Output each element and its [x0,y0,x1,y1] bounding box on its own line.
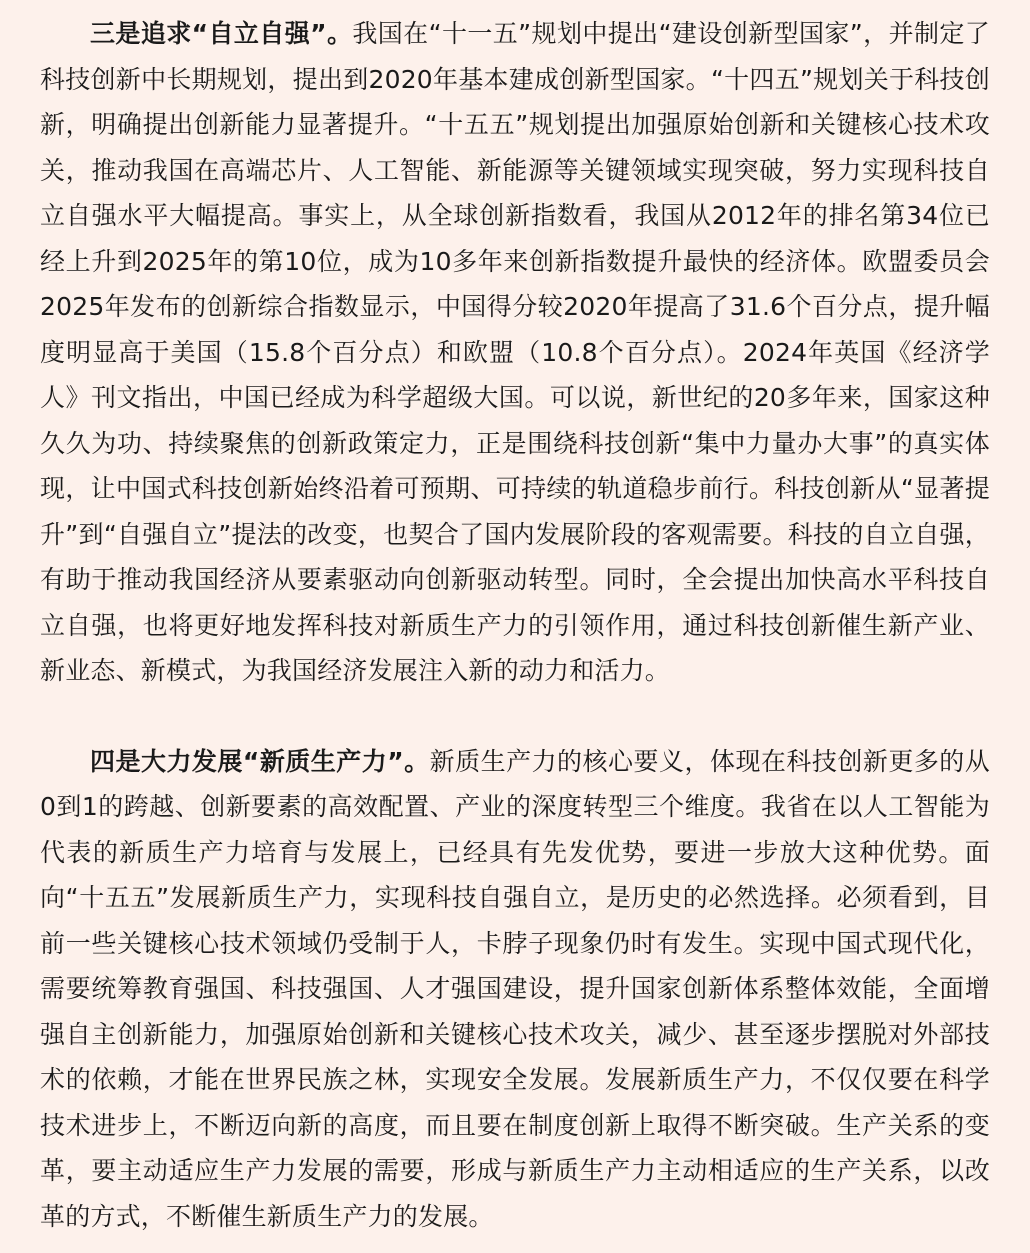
paragraph-text: 新质生产力的核心要义，体现在科技创新更多的从0到1的跨越、创新要素的高效配置、产业的深度转型三个维度。我省在以人工智能为代表的新质生产力培育与发展上，已经具有先发优势，要进一步放大这种优势。面向“十五五”发展新质生产力，实现科技自强自立，是历史的必然选择。必须看到，目前一些关键核心技术领域仍受制于人，卡脖子现象仍时有发生。实现中国式现代化，需要统筹教育强国、科技强国、人才强国建设，提升国家创新体系整体效能，全面增强自主创新能力，加强原始创新和关键核心技术攻关，减少、甚至逐步摆脱对外部技术的依赖，才能在世界民族之林，实现安全发展。发展新质生产力，不仅仅要在科学技术进步上，不断迈向新的高度，而且要在制度创新上取得不断突破。生产关系的变革，要主动适应生产力发展的需要，形成与新质生产力主动相适应的生产关系，以改革的方式，不断催生新质生产力的发展。 [40,746,990,1231]
paragraph-self-reliance [40,11,990,694]
paragraph-lead-heading: 四是大力发展“新质生产力”。 [90,746,430,776]
paragraph-new-productive-forces [40,739,990,1240]
paragraph-lead-heading: 三是追求“自立自强”。 [90,19,353,48]
paragraph-text: 我国在“十一五”规划中提出“建设创新型国家”，并制定了科技创新中长期规划，提出到2020年基本建成创新型国家。“十四五”规划关于科技创新，明确提出创新能力显著提升。“十五五”规划提出加强原始创新和关键核心技术攻关，推动我国在高端芯片、人工智能、新能源等关键领域实现突破，努力实现科技自立自强水平大幅提高。事实上，从全球创新指数看，我国从2012年的排名第34位已经上升到2025年的第10位，成为10多年来创新指数提升最快的经济体。欧盟委员会2025年发布的创新综合指数显示，中国得分较2020年提高了31.6个百分点，提升幅度明显高于美国（15.8个百分点）和欧盟（10.8个百分点）。2024年英国《经济学人》刊文指出，中国已经成为科学超级大国。可以说，新世纪的20多年来，国家这种久久为功、持续聚焦的创新政策定力，正是围绕科技创新“集中力量办大事”的真实体现，让中国式科技创新始终沿着可预期、可持续的轨道稳步前行。科技创新从“显著提升”到“自强自立”提法的改变，也契合了国内发展阶段的客观需要。科技的自立自强，有助于推动我国经济从要素驱动向创新驱动转型。同时，全会提出加快高水平科技自立自强，也将更好地发挥科技对新质生产力的引领作用，通过科技创新催生新产业、新业态、新模式，为我国经济发展注入新的动力和活力。 [40,19,990,685]
